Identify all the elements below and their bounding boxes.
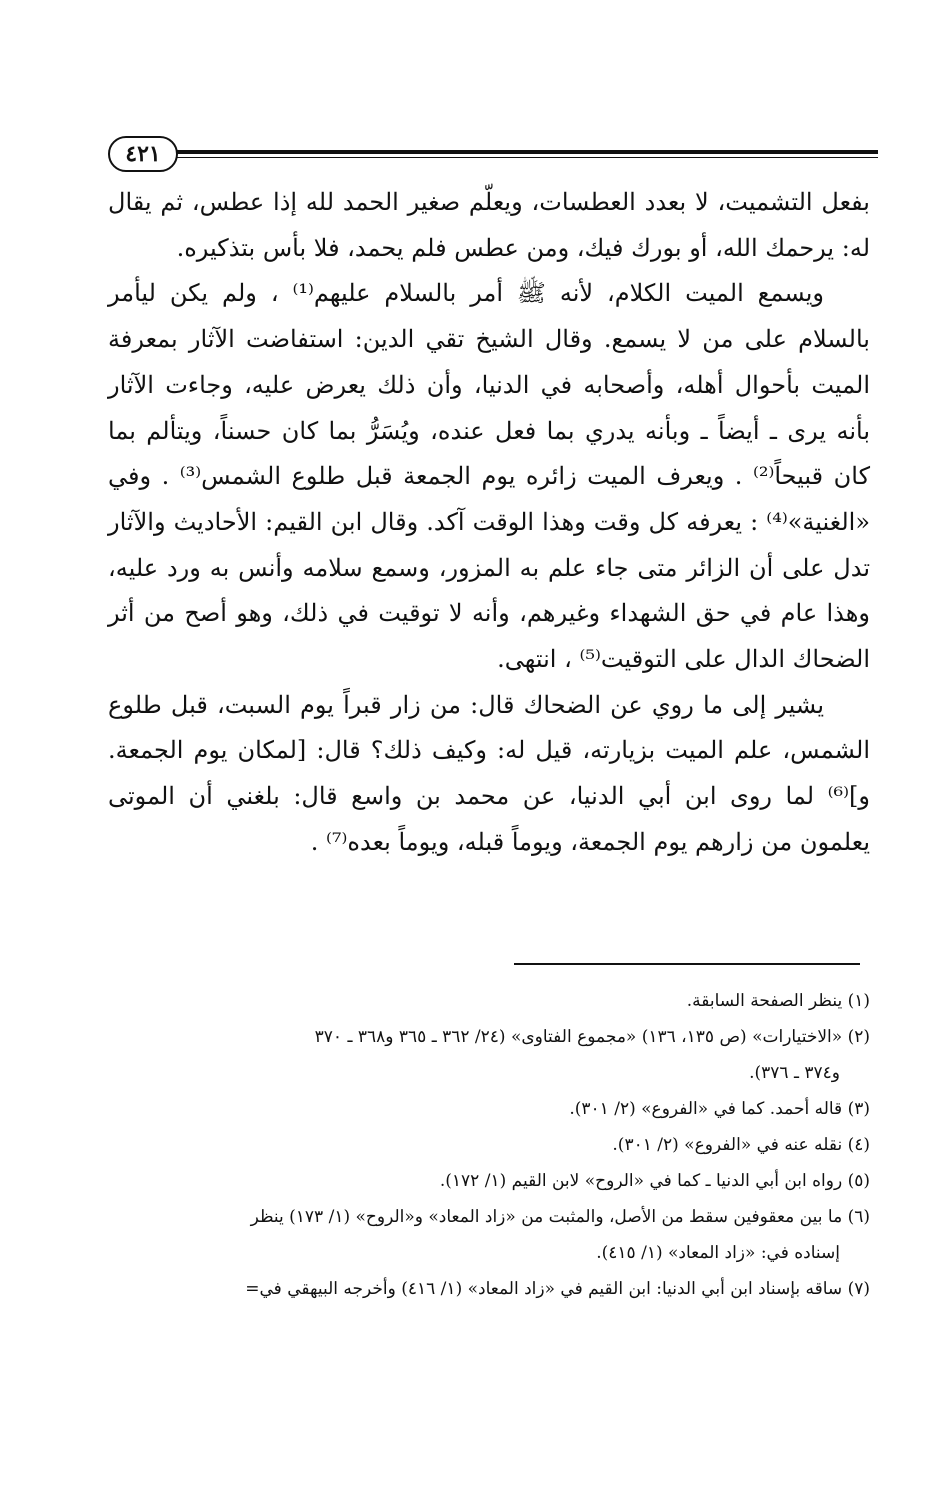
footnote-continuation: و٣٧٤ ـ ٣٧٦).: [749, 1063, 840, 1083]
footnote: (١) ينظر الصفحة السابقة.: [686, 991, 870, 1011]
footnote: (٧) ساقه بإسناد ابن أبي الدنيا: ابن القيم في «زاد المعاد» (١/ ٤١٦) وأخرجه البيهقي في=: [245, 1279, 870, 1299]
page-header: [108, 128, 878, 168]
footnote: (٤) نقله عنه في «الفروع» (٢/ ٣٠١).: [612, 1135, 870, 1155]
paragraph: يشير إلى ما روي عن الضحاك قال: من زار قبراً يوم السبت، قبل طلوع الشمس، علم الميت بزيارته، قيل له: وكيف ذلك؟ قال: [لمكان يوم الجمعة. و]⁽⁶⁾ لما روى ابن أبي الدنيا، عن محمد بن واسع قال: بلغني أن الموتى يعلمون من زارهم يوم الجمعة، ويوماً قبله، ويوماً بعده⁽⁷⁾ .: [108, 690, 870, 856]
footnote: (٣) قاله أحمد. كما في «الفروع» (٢/ ٣٠١).: [569, 1099, 870, 1119]
footnote: (٢) «الاختيارات» (ص ١٣٥، ١٣٦) «مجموع الفتاوى» (٢٤/ ٣٦٢ ـ ٣٦٥ و٣٦٨ ـ ٣٧٠: [314, 1027, 870, 1047]
page-number: ٤٢١: [108, 136, 178, 172]
main-text: [108, 180, 870, 866]
paragraph: ويسمع الميت الكلام، لأنه ﷺ أمر بالسلام عليهم⁽¹⁾ ، ولم يكن ليأمر بالسلام على من لا يسمع. وقال الشيخ تقي الدين: استفاضت الآثار بمعرفة الميت بأحوال أهله، وأصحابه في الدنيا، وأن ذلك يعرض عليه، وجاءت الآثار بأنه يرى ـ أيضاً ـ وبأنه يدري بما فعل عنده، ويُسَرُّ بما كان حسناً، ويتألم بما كان قبيحاً⁽²⁾ . ويعرف الميت زائره يوم الجمعة قبل طلوع الشمس⁽³⁾ . وفي «الغنية»⁽⁴⁾ : يعرفه كل وقت وهذا الوقت آكد. وقال ابن القيم: الأحاديث والآثار تدل على أن الزائر متى جاء علم به المزور، وسمع سلامه وأنس به ورد عليه، وهذا عام في حق الشهداء وغيرهم، وأنه لا توقيت في ذلك، وهو أصح من أثر الضحاك الدال على التوقيت⁽⁵⁾ ، انتهى.: [108, 279, 870, 674]
header-rule-thick: [166, 150, 878, 154]
footnote-separator: [514, 963, 860, 965]
paragraph: بفعل التشميت، لا بعدد العطسات، ويعلّم صغير الحمد لله إذا عطس، ثم يقال له: يرحمك الله، أو بورك فيك، ومن عطس فلم يحمد، فلا بأس بتذكيره.: [108, 188, 870, 262]
footnote: (٥) رواه ابن أبي الدنيا ـ كما في «الروح» لابن القيم (١/ ١٧٢).: [439, 1171, 870, 1191]
footnote-continuation: إسناده في: «زاد المعاد» (١/ ٤١٥).: [596, 1243, 840, 1263]
footnote: (٦) ما بين معقوفين سقط من الأصل، والمثبت من «زاد المعاد» و«الروح» (١/ ١٧٣) ينظر: [250, 1207, 870, 1227]
header-rule-thin: [166, 157, 878, 158]
footnotes: [108, 983, 870, 1307]
